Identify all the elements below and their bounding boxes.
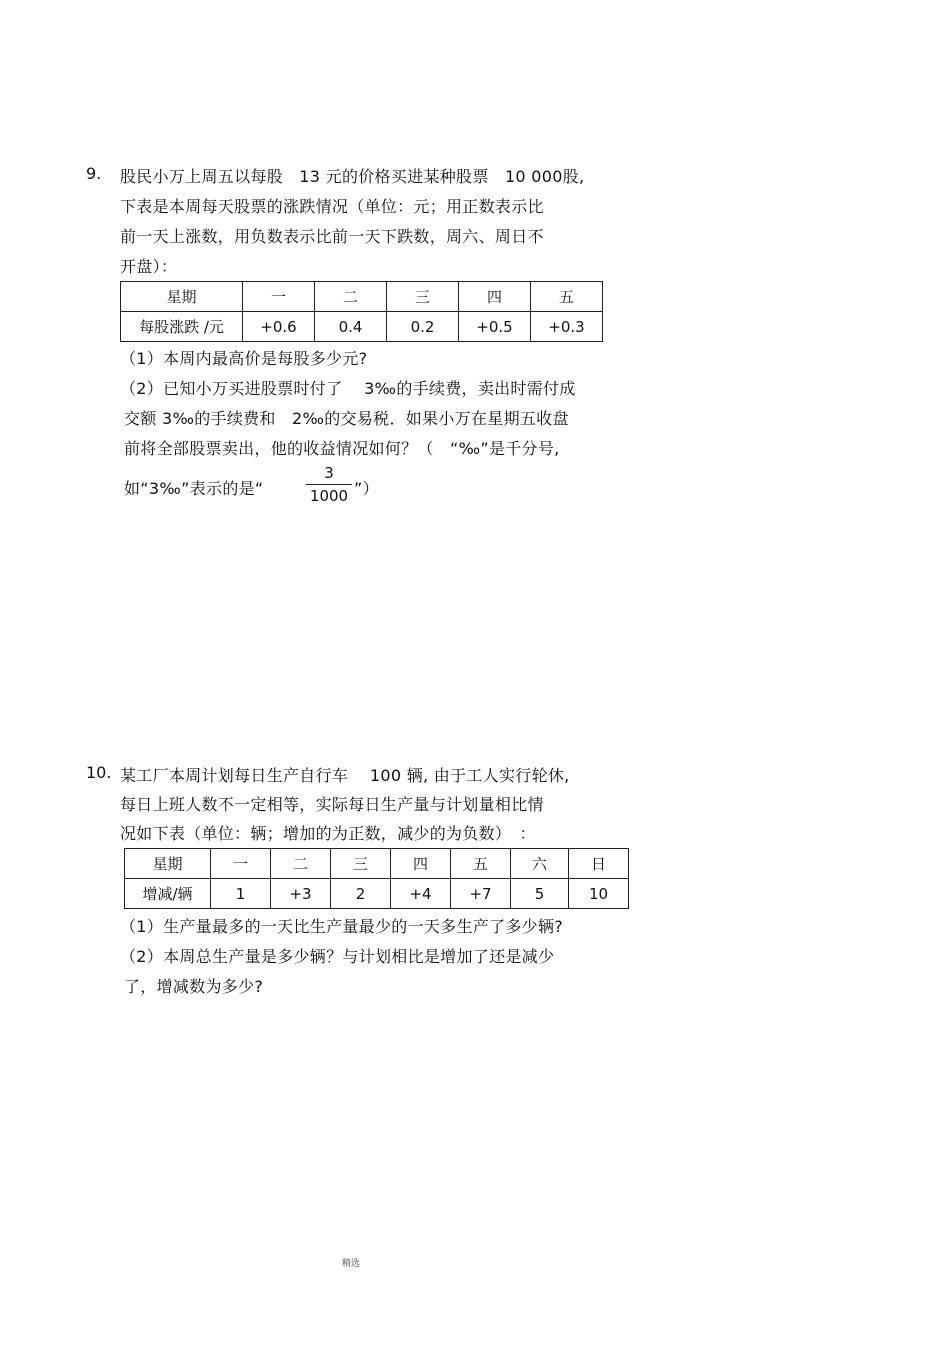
table-row <box>121 312 603 342</box>
table-header-cell: 二 <box>271 849 331 879</box>
q9-line-1: 股民小万上周五以每股 13 元的价格买进某种股票 10 000股, <box>120 167 585 186</box>
q9-fraction <box>306 464 352 505</box>
table-cell: +3 <box>271 879 331 909</box>
table-header-cell: 四 <box>459 282 531 312</box>
fraction-denominator: 1000 <box>309 487 349 505</box>
table-cell: 0.2 <box>387 312 459 342</box>
table-row <box>125 879 629 909</box>
q10-line-3: 况如下表（单位：辆；增加的为正数，减少的为负数） ： <box>120 824 536 843</box>
q9-line-3: 前一天上涨数，用负数表示比前一天下跌数，周六、周日不 <box>120 227 544 246</box>
q9-last-after: ”） <box>354 479 379 498</box>
q9-sub-1: （1）本周内最高价是每股多少元? <box>120 349 368 368</box>
q9-sub-4: 前将全部股票卖出，他的收益情况如何？（ “‰”是千分号, <box>124 439 560 458</box>
table-cell: 10 <box>569 879 629 909</box>
table-header-cell: 星期 <box>121 282 243 312</box>
q10-sub-1: （1）生产量最多的一天比生产量最少的一天多生产了多少辆? <box>120 917 564 936</box>
table-cell: +0.6 <box>243 312 315 342</box>
table-header-cell: 三 <box>387 282 459 312</box>
q9-sub-2: （2）已知小万买进股票时付了 3‰的手续费，卖出时需付成 <box>120 379 576 398</box>
table-header-cell: 三 <box>331 849 391 879</box>
q9-sub-3: 交额 3‰的手续费和 2‰的交易税．如果小万在星期五收盘 <box>124 409 569 428</box>
q10-sub-2: （2）本周总生产量是多少辆？与计划相比是增加了还是减少 <box>120 947 555 966</box>
table-cell: 2 <box>331 879 391 909</box>
table-cell: +0.5 <box>459 312 531 342</box>
q10-number: 10. <box>86 763 112 782</box>
table-header-cell: 六 <box>511 849 569 879</box>
table-header-cell: 四 <box>391 849 451 879</box>
table-cell: +0.3 <box>531 312 603 342</box>
table-cell: +4 <box>391 879 451 909</box>
q9-line-4: 开盘）： <box>120 257 178 276</box>
table-header-cell: 一 <box>211 849 271 879</box>
q10-table <box>124 848 629 909</box>
q9-last-before: 如“3‰”表示的是“ <box>124 479 264 498</box>
fraction-numerator: 3 <box>324 464 334 482</box>
q10-line-2: 每日上班人数不一定相等，实际每日生产量与计划量相比情 <box>120 795 544 814</box>
table-row <box>121 282 603 312</box>
fraction-bar <box>306 484 352 485</box>
q9-line-2: 下表是本周每天股票的涨跌情况（单位：元；用正数表示比 <box>120 197 544 216</box>
page-footer: 精选 <box>342 1259 361 1269</box>
table-cell: 每股涨跌 /元 <box>121 312 243 342</box>
table-cell: 0.4 <box>315 312 387 342</box>
table-cell: 5 <box>511 879 569 909</box>
q10-sub-3: 了，增减数为多少? <box>124 977 264 996</box>
table-header-cell: 一 <box>243 282 315 312</box>
table-cell: +7 <box>451 879 511 909</box>
table-header-cell: 星期 <box>125 849 211 879</box>
table-header-cell: 五 <box>451 849 511 879</box>
q9-number: 9. <box>86 164 102 183</box>
table-cell: 增减/辆 <box>125 879 211 909</box>
table-row <box>125 849 629 879</box>
table-cell: 1 <box>211 879 271 909</box>
q9-table <box>120 281 603 342</box>
q10-line-1: 某工厂本周计划每日生产自行车 100 辆, 由于工人实行轮休, <box>120 766 570 785</box>
table-header-cell: 二 <box>315 282 387 312</box>
table-header-cell: 五 <box>531 282 603 312</box>
table-header-cell: 日 <box>569 849 629 879</box>
